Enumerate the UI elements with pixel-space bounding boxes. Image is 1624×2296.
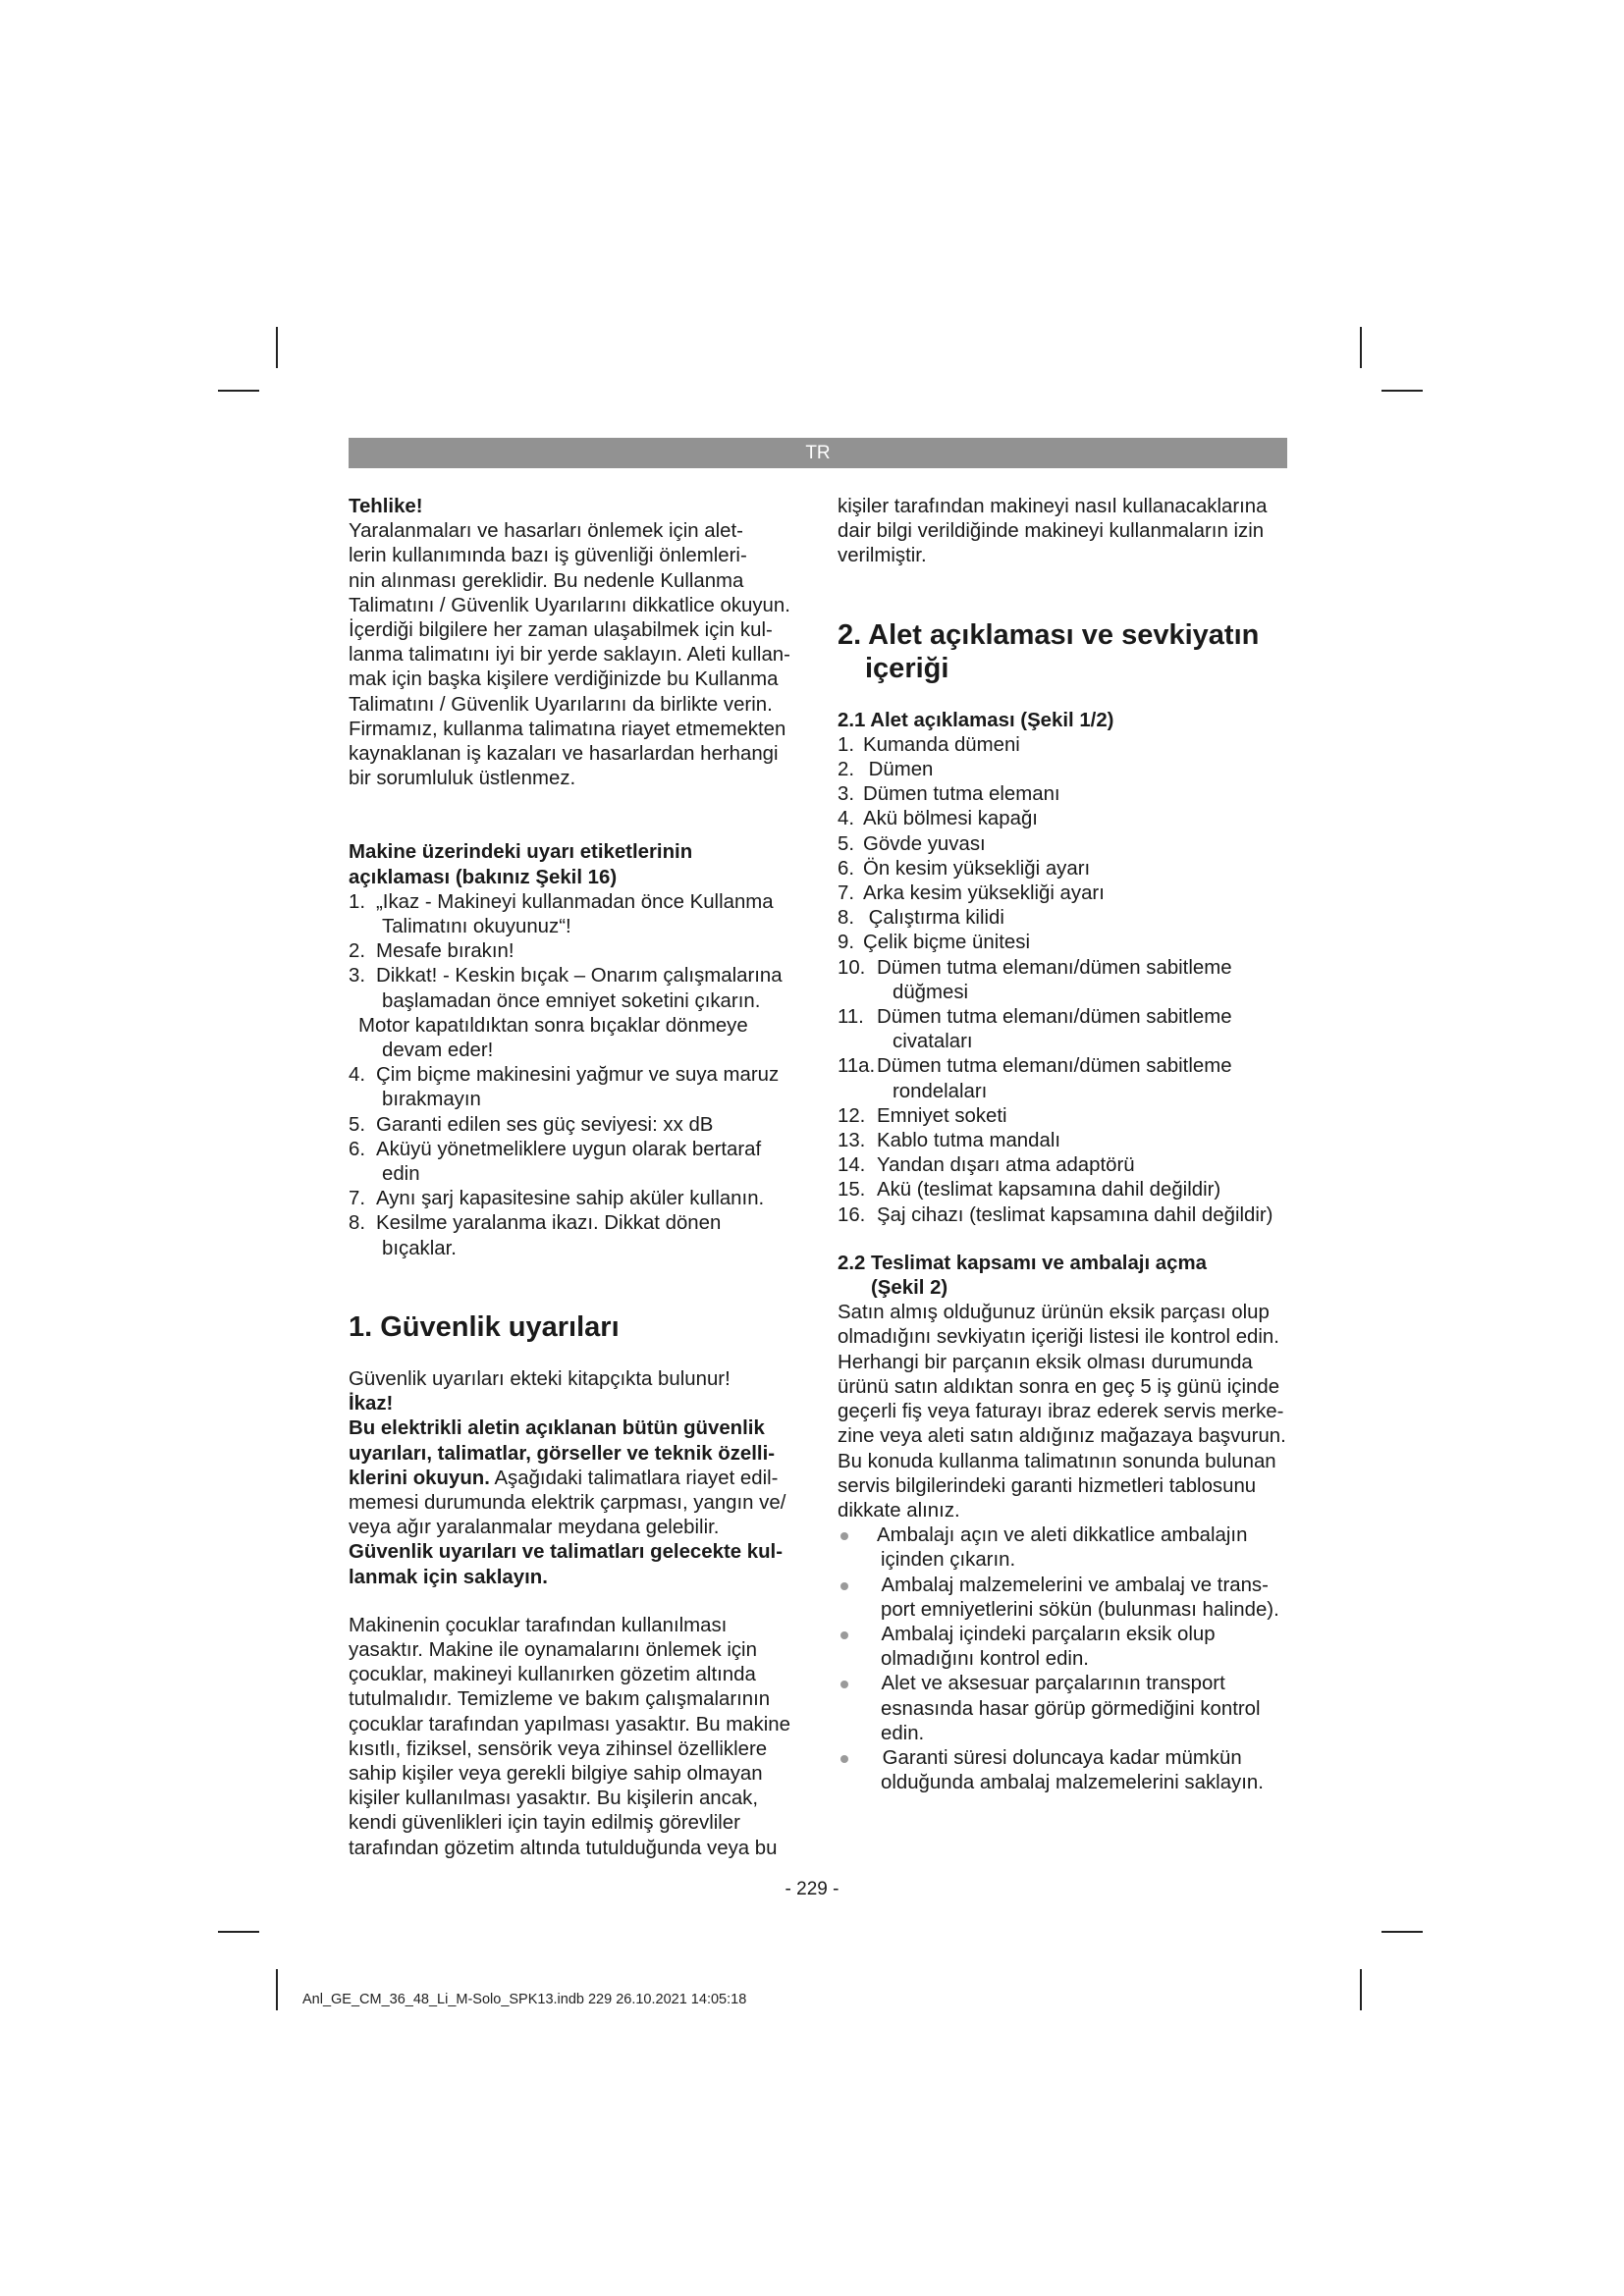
danger-title: Tehlike! (349, 496, 423, 517)
list-item-number: 4. (349, 1064, 366, 1087)
list-item (838, 881, 1291, 906)
list-item-number: 10. (838, 956, 866, 979)
list-item-text: Yandan dışarı atma adaptörü (877, 1154, 1135, 1177)
list-item-line (838, 1203, 1291, 1228)
bullet-dot-icon (840, 1681, 848, 1688)
list-item-number: 7. (838, 882, 855, 905)
list-item-number: 4. (838, 808, 855, 830)
list-item (838, 956, 1291, 1005)
section-1-title: 1. Güvenlik uyarıları (349, 1310, 620, 1343)
bullet-line: Ambalaj içindeki parçaların eksik olup (877, 1623, 1216, 1645)
list-item (349, 939, 800, 964)
list-item-line (838, 807, 1291, 831)
list-item-number: 9. (838, 932, 855, 954)
list-item-line (349, 1014, 800, 1039)
list-item (838, 1203, 1291, 1228)
list-item-line (838, 1178, 1291, 1202)
list-item-number: 11. (838, 1006, 864, 1029)
title-line: 2. Alet açıklaması ve sevkiyatın (838, 618, 1260, 651)
text-line: Yaralanmaları ve hasarları önlemek için alet- (349, 520, 743, 543)
text-line: zine veya aleti satın aldığınız mağazaya başvurun. (838, 1425, 1286, 1448)
section-2-2-title (838, 1252, 1291, 1301)
list-item-number: 7. (349, 1188, 366, 1210)
right-column (838, 495, 1291, 1795)
text-line: verilmiştir. (838, 545, 927, 567)
list-item-number: 6. (838, 857, 855, 880)
crop-mark (218, 1931, 259, 1933)
section-2-1-title: 2.1 Alet açıklaması (Şekil 1/2) (838, 709, 1114, 731)
list-item-text: Talimatını okuyunuz“! (382, 916, 571, 938)
list-item-text: devam eder! (382, 1040, 494, 1062)
text-line: kendi güvenlikleri için tayin edilmiş görevliler (349, 1812, 740, 1835)
text-line: nin alınması gereklidir. Bu nedenle Kullanma (349, 569, 744, 592)
list-item-number: 8. (349, 1212, 366, 1235)
list-item-text: Çim biçme makinesini yağmur ve suya maruz (376, 1064, 780, 1087)
list-item-line (838, 981, 1291, 1005)
list-item (838, 1005, 1291, 1054)
list-item-text: Ön kesim yüksekliği ayarı (863, 857, 1091, 880)
heading-line: (Şekil 2) (871, 1277, 948, 1300)
title-line: içeriği (865, 652, 949, 684)
bullet-item (838, 1672, 1291, 1746)
text-line: sahip kişiler veya gerekli bilgiye sahip olmayan (349, 1762, 763, 1785)
text-line: olmadığını sevkiyatın içeriği listesi ile kontrol edin. (838, 1326, 1279, 1349)
bullet-dot-icon (840, 1755, 848, 1763)
list-item-number: 2. (349, 940, 366, 963)
list-item (349, 1113, 800, 1138)
bullet-line: edin. (881, 1722, 925, 1744)
text-line: kişiler tarafından makineyi nasıl kullanacaklarına (838, 496, 1268, 517)
list-item (838, 906, 1291, 931)
text-line: Satın almış olduğunuz ürünün eksik parçası olup (838, 1302, 1270, 1324)
list-item-line (349, 1211, 800, 1236)
list-item (838, 1129, 1291, 1153)
list-item (838, 832, 1291, 857)
danger-paragraph (349, 519, 800, 791)
list-item-text: Çelik biçme ünitesi (863, 932, 1030, 954)
text-line: Firmamız, kullanma talimatına riayet etmemekten (349, 718, 786, 740)
list-item-text: Dikkat! - Keskin bıçak – Onarım çalışmalarına (376, 965, 783, 988)
list-item-number: 12. (838, 1104, 866, 1127)
text-line: Talimatını / Güvenlik Uyarılarını dikkatlice okuyun. (349, 594, 790, 616)
bullet-line: Garanti süresi doluncaya kadar mümkün (877, 1746, 1242, 1769)
text-line: memesi durumunda elektrik çarpması, yangın ve/ (349, 1491, 786, 1514)
crop-mark (1360, 1969, 1362, 2010)
crop-mark (1381, 1931, 1423, 1933)
list-item (838, 733, 1291, 758)
bullet-line: içinden çıkarın. (881, 1549, 1016, 1572)
print-footer: Anl_GE_CM_36_48_Li_M-Solo_SPK13.indb 229 26.10.2021 14:05:18 (302, 1992, 747, 2007)
list-item-line (349, 989, 800, 1014)
text-fragment: Aşağıdaki talimatlara riayet edil- (489, 1467, 779, 1489)
list-item-line (349, 1138, 800, 1162)
section-2-title (838, 618, 1291, 685)
page-number: - 229 - (785, 1879, 839, 1899)
list-item-text: Gövde yuvası (863, 832, 986, 855)
device-parts-list (838, 733, 1291, 1228)
warning-labels-title (349, 840, 800, 889)
language-header-bar: TR (349, 438, 1287, 468)
text-line: dikkate alınız. (838, 1499, 960, 1522)
crop-mark (1360, 327, 1362, 368)
list-item-line (349, 915, 800, 939)
heading-line: açıklaması (bakınız Şekil 16) (349, 866, 618, 888)
bullet-line: Alet ve aksesuar parçalarının transport (877, 1673, 1225, 1695)
text-line: çocuklar, makineyi kullanırken gözetim altında (349, 1664, 756, 1686)
list-item-line (838, 1005, 1291, 1030)
text-line: Bu konuda kullanma talimatının sonunda bulunan (838, 1450, 1276, 1472)
bullet-item (838, 1746, 1291, 1795)
list-item (349, 1187, 800, 1211)
list-item (838, 807, 1291, 831)
crop-mark (276, 1969, 278, 2010)
safety-booklet-note: Güvenlik uyarıları ekteki kitapçıkta bulunur! (349, 1367, 731, 1390)
list-item-number: 3. (838, 783, 855, 806)
heading-line: Makine üzerindeki uyarı etiketlerinin (349, 841, 693, 864)
list-item-text: Dümen (863, 759, 934, 781)
list-item-text: edin (382, 1163, 420, 1186)
children-usage-paragraph (349, 1614, 800, 1861)
list-item-text: Dümen tutma elemanı (863, 783, 1060, 806)
list-item (838, 1104, 1291, 1129)
list-item-text: Akü bölmesi kapağı (863, 808, 1038, 830)
list-item-line (838, 832, 1291, 857)
text-line: ürünü satın aldıktan sonra en geç 5 iş günü içinde (838, 1375, 1280, 1398)
list-item-number: 8. (838, 907, 855, 930)
list-item-text: Kumanda dümeni (863, 733, 1020, 756)
crop-mark (1381, 390, 1423, 392)
list-item-line (838, 733, 1291, 758)
text-line: lanma talimatını iyi bir yerde saklayın. Aleti kullan- (349, 644, 790, 667)
list-item-text: civataları (893, 1031, 973, 1053)
list-item (838, 931, 1291, 955)
list-item-line (349, 1237, 800, 1261)
list-item-line (838, 1080, 1291, 1104)
list-item (838, 857, 1291, 881)
list-item-line (349, 1113, 800, 1138)
list-item-line (349, 1063, 800, 1088)
list-item-line (838, 931, 1291, 955)
list-item-line (349, 1162, 800, 1187)
list-item-line (349, 1088, 800, 1112)
bullet-line: olduğunda ambalaj malzemelerini saklayın. (881, 1772, 1264, 1794)
list-item (349, 1014, 800, 1063)
list-item-line (349, 1039, 800, 1063)
list-item-number: 14. (838, 1154, 866, 1177)
list-item-line (349, 1187, 800, 1211)
list-item-line (838, 1030, 1291, 1054)
list-item-text: Arka kesim yüksekliği ayarı (863, 882, 1105, 905)
list-item-number: 3. (349, 965, 366, 988)
bold-fragment: klerini okuyun. (349, 1467, 490, 1489)
list-item-text: Kablo tutma mandalı (877, 1130, 1061, 1152)
list-item (349, 1063, 800, 1112)
list-item-line (838, 956, 1291, 981)
list-item-number: 6. (349, 1138, 366, 1160)
list-item-line (349, 890, 800, 915)
list-item-text: Dümen tutma elemanı/dümen sabitleme (877, 1055, 1232, 1078)
list-item (349, 964, 800, 1013)
list-item-line (838, 1054, 1291, 1079)
list-item-text: Aküyü yönetmeliklere uygun olarak bertaraf (376, 1138, 762, 1160)
text-line: İçerdiği bilgilere her zaman ulaşabilmek için kul- (349, 619, 773, 642)
list-item-text: Dümen tutma elemanı/dümen sabitleme (877, 1006, 1232, 1029)
crop-mark (276, 327, 278, 368)
list-item-line (838, 1104, 1291, 1129)
list-item-text: Mesafe bırakın! (376, 940, 514, 963)
bullet-dot-icon (840, 1631, 848, 1639)
list-item-text: Emniyet soketi (877, 1104, 1007, 1127)
list-item-number: 5. (838, 832, 855, 855)
bold-line: Bu elektrikli aletin açıklanan bütün güvenlik (349, 1417, 765, 1440)
list-item (838, 758, 1291, 782)
warning-labels-list (349, 890, 800, 1261)
list-item-line (838, 906, 1291, 931)
list-item-line (838, 758, 1291, 782)
list-item (838, 782, 1291, 807)
list-item-text: düğmesi (893, 981, 969, 1003)
text-line: kaynaklanan iş kazaları ve hasarlardan herhangi (349, 743, 779, 766)
list-item-line (349, 964, 800, 988)
unpacking-bullet-list (838, 1523, 1291, 1795)
list-item-number: 5. (349, 1113, 366, 1136)
continued-paragraph (838, 495, 1291, 569)
text-line: bir sorumluluk üstlenmez. (349, 768, 576, 790)
bold-line: lanmak için saklayın. (349, 1566, 548, 1588)
list-item (838, 1178, 1291, 1202)
list-item-line (838, 1153, 1291, 1178)
text-line: Makinenin çocuklar tarafından kullanılması (349, 1614, 728, 1636)
mixed-line (349, 1467, 800, 1491)
text-line: veya ağır yaralanmalar meydana gelebilir. (349, 1517, 720, 1539)
list-item-number: 11a. (838, 1055, 876, 1078)
bold-line: Güvenlik uyarıları ve talimatları gelecekte kul- (349, 1541, 784, 1564)
list-item (838, 1153, 1291, 1178)
list-item (349, 890, 800, 939)
safety-instructions-paragraph (349, 1416, 800, 1589)
bullet-dot-icon (840, 1532, 848, 1540)
list-item-number: 1. (349, 890, 366, 913)
delivery-paragraph (838, 1301, 1291, 1523)
list-item-number: 15. (838, 1179, 866, 1201)
bullet-item (838, 1623, 1291, 1672)
list-item-number: 2. (838, 759, 855, 781)
list-item (838, 1054, 1291, 1103)
list-item-number: 13. (838, 1130, 866, 1152)
bullet-line: Ambalaj malzemelerini ve ambalaj ve trans- (877, 1574, 1269, 1596)
list-item-line (838, 782, 1291, 807)
text-line: tutulmalıdır. Temizleme ve bakım çalışmalarının (349, 1688, 771, 1711)
heading-line: 2.2 Teslimat kapsamı ve ambalajı açma (838, 1252, 1207, 1274)
left-column (349, 495, 800, 1861)
text-line: kişiler kullanılması yasaktır. Bu kişilerin ancak, (349, 1788, 759, 1810)
text-line: yasaktır. Makine ile oynamalarını önlemek için (349, 1638, 757, 1661)
list-item-text: Dümen tutma elemanı/dümen sabitleme (877, 956, 1232, 979)
bullet-line: port emniyetlerini sökün (bulunması halinde). (881, 1598, 1279, 1621)
list-item (349, 1138, 800, 1187)
crop-mark (218, 390, 259, 392)
text-line: geçerli fiş veya faturayı ibraz ederek servis merke- (838, 1401, 1284, 1423)
list-item-text: bıçaklar. (382, 1237, 457, 1259)
list-item-line (838, 1129, 1291, 1153)
list-item-line (349, 939, 800, 964)
bullet-item (838, 1523, 1291, 1573)
bullet-line: Ambalajı açın ve aleti dikkatlice ambalajın (877, 1524, 1248, 1547)
list-item-text: başlamadan önce emniyet soketini çıkarın. (382, 989, 761, 1012)
text-line: kısıtlı, fiziksel, sensörik veya zihinsel özelliklere (349, 1737, 768, 1760)
text-line: dair bilgi verildiğinde makineyi kullanmaların izin (838, 520, 1265, 543)
bold-line: uyarıları, talimatlar, görseller ve teknik özelli- (349, 1442, 776, 1465)
list-item-text: Kesilme yaralanma ikazı. Dikkat dönen (376, 1212, 722, 1235)
list-item-number: 1. (838, 733, 855, 756)
list-item-text: bırakmayın (382, 1089, 481, 1111)
text-line: Herhangi bir parçanın eksik olması durumunda (838, 1351, 1253, 1373)
bullet-dot-icon (840, 1582, 848, 1590)
text-line: lerin kullanımında bazı iş güvenliği önlemleri- (349, 545, 747, 567)
text-line: çocuklar tarafından yapılması yasaktır. Bu makine (349, 1713, 790, 1735)
list-item-text: Şaj cihazı (teslimat kapsamına dahil değildir) (877, 1203, 1273, 1226)
text-line: mak için başka kişilere verdiğinizde bu Kullanma (349, 668, 779, 691)
text-line: Talimatını / Güvenlik Uyarılarını da birlikte verin. (349, 693, 773, 716)
list-item-text: Aynı şarj kapasitesine sahip aküler kullanın. (376, 1188, 765, 1210)
bullet-line: esnasında hasar görüp görmediğini kontrol (881, 1697, 1261, 1720)
list-item (349, 1211, 800, 1260)
warning-heading: İkaz! (349, 1393, 394, 1415)
bullet-item (838, 1574, 1291, 1623)
list-item-text: „Ikaz - Makineyi kullanmadan önce Kullanma (376, 890, 774, 913)
list-item-number: 16. (838, 1203, 866, 1226)
list-item-text: Akü (teslimat kapsamına dahil değildir) (877, 1179, 1221, 1201)
text-line: servis bilgilerindeki garanti hizmetleri tablosunu (838, 1474, 1257, 1497)
list-item-text: rondelaları (893, 1080, 988, 1102)
list-item-text: Motor kapatıldıktan sonra bıçaklar dönmeye (358, 1014, 748, 1037)
list-item-text: Garanti edilen ses güç seviyesi: xx dB (376, 1113, 714, 1136)
list-item-text: Çalıştırma kilidi (863, 907, 1004, 930)
list-item-line (838, 881, 1291, 906)
bullet-line: olmadığını kontrol edin. (881, 1648, 1089, 1671)
list-item-line (838, 857, 1291, 881)
text-line: tarafından gözetim altında tutulduğunda veya bu (349, 1837, 778, 1859)
